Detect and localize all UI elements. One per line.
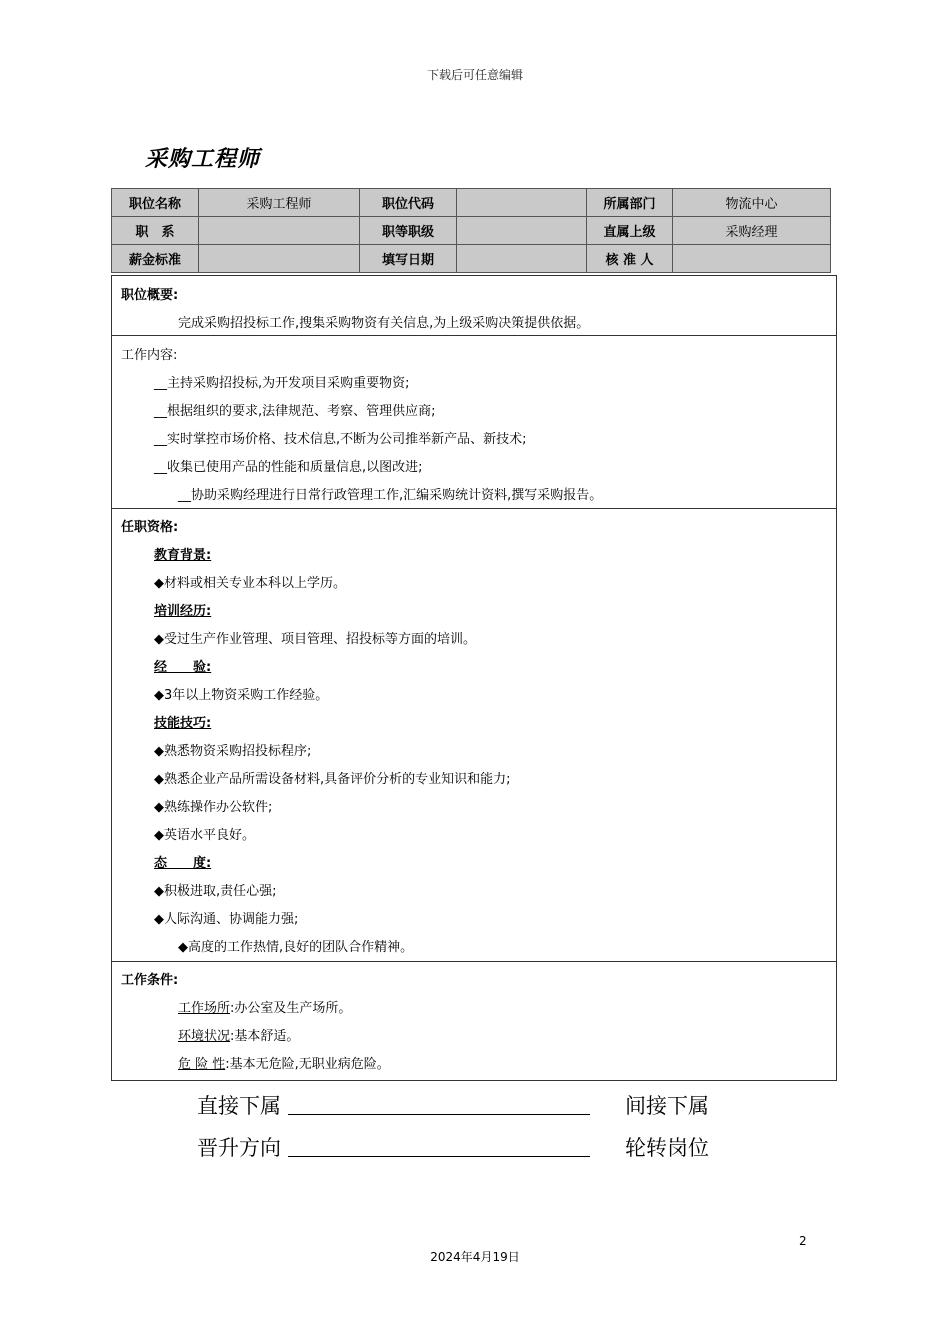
education-label: 教育背景: [154, 548, 212, 563]
condition-place [178, 997, 351, 1016]
duty-item: __协助采购经理进行日常行政管理工作,汇编采购统计资料,撰写采购报告。 [178, 488, 603, 503]
duty-item: __实时掌控市场价格、技术信息,不断为公司推举新产品、新技术; [154, 432, 527, 447]
experience-label: 经 验: [154, 660, 212, 675]
attitude-label: 态 度: [154, 856, 212, 871]
env-value: :基本舒适。 [230, 1029, 300, 1044]
experience-text: ◆3年以上物资采购工作经验。 [154, 688, 329, 703]
section-divider [111, 335, 837, 336]
info-row [112, 189, 831, 217]
info-value [457, 245, 587, 273]
header-note: 下载后可任意编辑 [426, 68, 523, 82]
risk-value: :基本无危险,无职业病危险。 [225, 1057, 390, 1072]
attitude-item: ◆高度的工作热情,良好的团队合作精神。 [178, 940, 414, 955]
training-text: ◆受过生产作业管理、项目管理、招投标等方面的培训。 [154, 632, 476, 647]
conditions-heading: 工作条件: [121, 973, 179, 988]
info-label: 核 准 人 [587, 245, 673, 273]
skill-item: ◆熟悉企业产品所需设备材料,具备评价分析的专业知识和能力; [154, 772, 511, 787]
section-divider [111, 961, 837, 962]
training-label: 培训经历: [154, 604, 212, 619]
info-label: 薪金标准 [112, 245, 199, 273]
info-label: 职 系 [112, 217, 199, 245]
promotion-label: 晋升方向 [197, 1136, 281, 1160]
overview-heading: 职位概要: [121, 288, 179, 303]
footer-date: 2024年4月19日 [430, 1250, 520, 1264]
overview-text: 完成采购招投标工作,搜集采购物资有关信息,为上级采购决策提供依据。 [178, 316, 590, 331]
info-value: 采购经理 [673, 217, 831, 245]
info-label: 职位名称 [112, 189, 199, 217]
page-number: 2 [799, 1234, 807, 1248]
section-divider [111, 508, 837, 509]
skills-label: 技能技巧: [154, 716, 212, 731]
place-value: :办公室及生产场所。 [230, 1001, 352, 1016]
promotion-blank [288, 1156, 590, 1157]
skill-item: ◆英语水平良好。 [154, 828, 255, 843]
education-text: ◆材料或相关专业本科以上学历。 [154, 576, 346, 591]
attitude-item: ◆人际沟通、协调能力强; [154, 912, 299, 927]
direct-subordinate-label: 直接下属 [197, 1094, 281, 1118]
info-label: 职等职级 [360, 217, 457, 245]
risk-label: 危 险 性 [178, 1057, 226, 1072]
direct-subordinate-blank [288, 1114, 590, 1115]
skill-item: ◆熟练操作办公软件; [154, 800, 273, 815]
position-info-table [111, 188, 831, 273]
duty-item: __根据组织的要求,法律规范、考察、管理供应商; [154, 404, 436, 419]
indirect-subordinate-label: 间接下属 [625, 1094, 709, 1118]
attitude-item: ◆积极进取,责任心强; [154, 884, 277, 899]
info-label: 所属部门 [587, 189, 673, 217]
env-label: 环境状况 [178, 1029, 231, 1044]
info-label: 直属上级 [587, 217, 673, 245]
info-value [457, 189, 587, 217]
info-value [199, 217, 360, 245]
condition-risk [178, 1053, 390, 1072]
info-label: 职位代码 [360, 189, 457, 217]
info-value [457, 217, 587, 245]
duty-item: __收集已使用产品的性能和质量信息,以图改进; [154, 460, 423, 475]
info-row [112, 217, 831, 245]
info-value: 采购工程师 [199, 189, 360, 217]
info-label: 填写日期 [360, 245, 457, 273]
info-value [199, 245, 360, 273]
rotation-label: 轮转岗位 [625, 1136, 709, 1160]
qualifications-heading: 任职资格: [121, 520, 179, 535]
info-row [112, 245, 831, 273]
page-title: 采购工程师 [145, 147, 261, 172]
duties-heading: 工作内容: [121, 348, 178, 363]
duty-item: __主持采购招投标,为开发项目采购重要物资; [154, 376, 410, 391]
condition-environment [178, 1025, 299, 1044]
info-value: 物流中心 [673, 189, 831, 217]
info-value [673, 245, 831, 273]
place-label: 工作场所 [178, 1001, 231, 1016]
skill-item: ◆熟悉物资采购招投标程序; [154, 744, 312, 759]
